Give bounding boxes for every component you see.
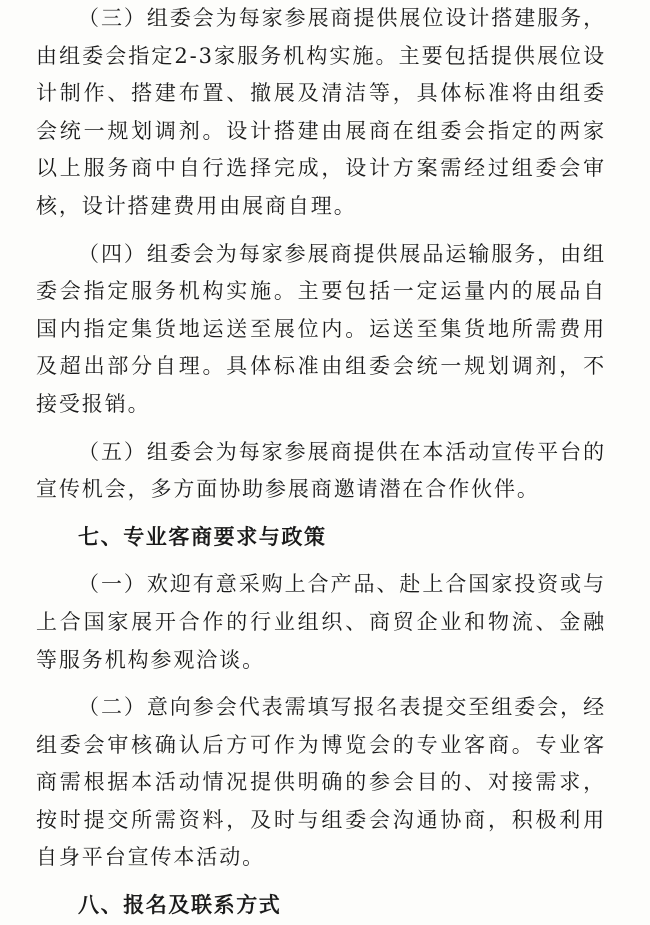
paragraph-exhibit-transport: （四）组委会为每家参展商提供展品运输服务，由组委会指定服务机构实施。主要包括一定运量内的展品自国内指定集货地运送至展位内。运送至集货地所需费用及超出部分自理。具体标准由组委会统一规划调剂，不接受报销。: [36, 241, 606, 416]
section-7-heading: 七、专业客商要求与政策: [78, 524, 327, 549]
section-7-paragraph-2: （二）意向参会代表需填写报名表提交至组委会，经组委会审核确认后方可作为博览会的专业客商。专业客商需根据本活动情况提供明确的参会目的、对接需求，按时提交所需资料，及时与组委会沟通协商，积极利用自身平台宣传本活动。: [36, 695, 606, 870]
paragraph-promotion: （五）组委会为每家参展商提供在本活动宣传平台的宣传机会，多方面协助参展商邀请潜在合作伙伴。: [36, 439, 606, 502]
section-8-heading: 八、报名及联系方式: [78, 893, 282, 918]
paragraph-booth-design: （三）组委会为每家参展商提供展位设计搭建服务，由组委会指定2-3家服务机构实施。主要包括提供展位设计制作、搭建布置、撤展及清洁等，具体标准将由组委会统一规划调剂。设计搭建由展商在组委会指定的两家以上服务商中自行选择完成，设计方案需经过组委会审核，设计搭建费用由展商自理。: [36, 6, 606, 218]
section-7-paragraph-1: （一）欢迎有意采购上合产品、赴上合国家投资或与上合国家展开合作的行业组织、商贸企业和物流、金融等服务机构参观洽谈。: [36, 572, 606, 672]
